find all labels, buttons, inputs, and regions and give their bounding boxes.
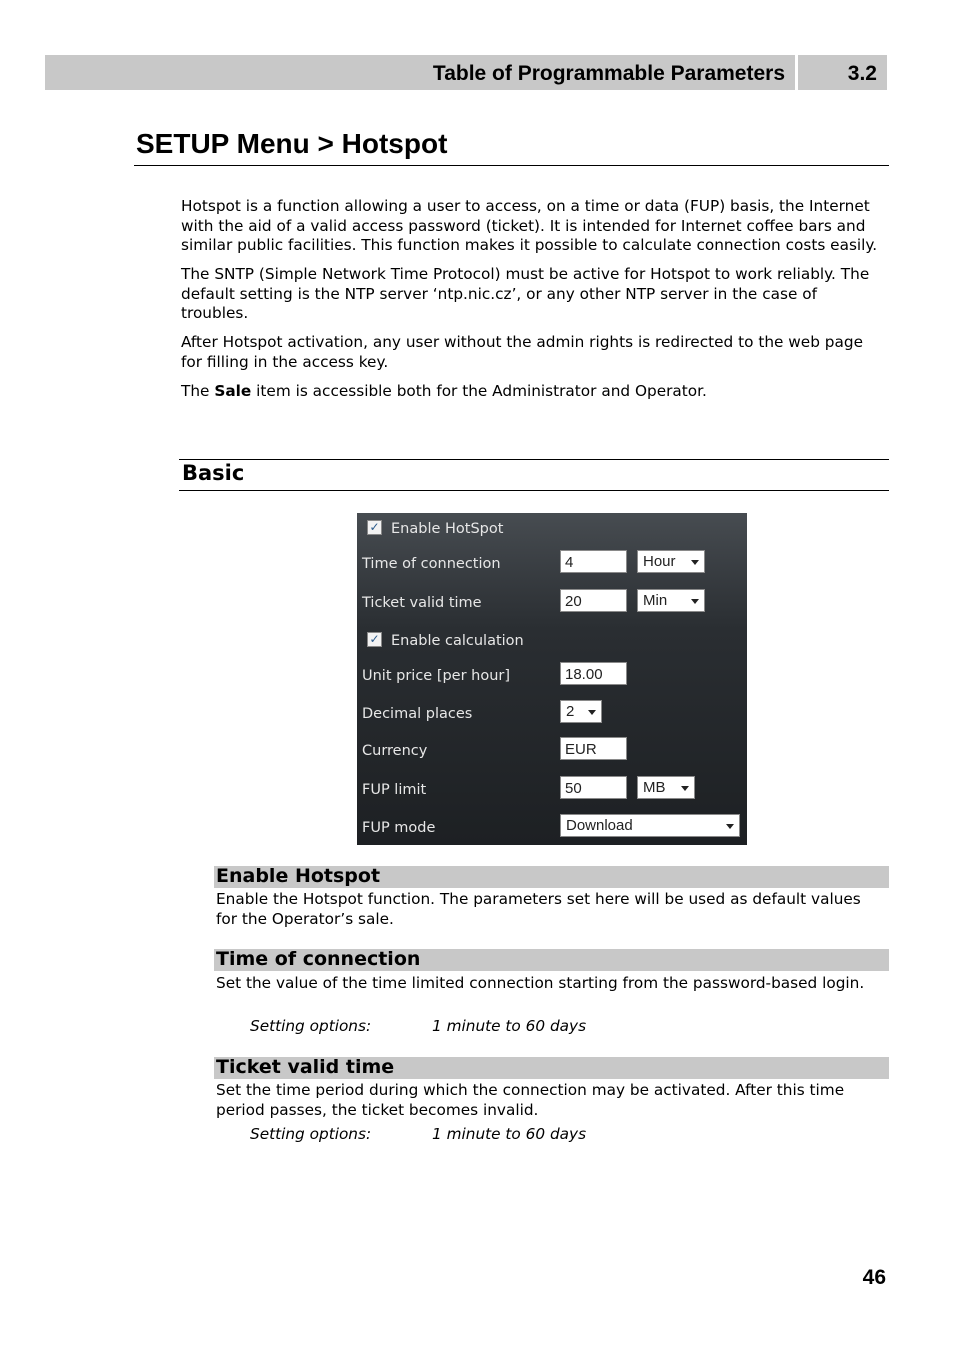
fup-limit-unit-value: MB bbox=[643, 779, 666, 796]
page-title: SETUP Menu > Hotspot bbox=[136, 128, 448, 159]
time-of-connection-options-value: 1 minute to 60 days bbox=[432, 1017, 587, 1035]
fup-limit-label: FUP limit bbox=[362, 782, 427, 798]
fup-limit-row bbox=[357, 776, 747, 806]
time-of-connection-row bbox=[357, 550, 747, 580]
fup-mode-value: Download bbox=[566, 817, 633, 834]
enable-calculation-label: Enable calculation bbox=[391, 633, 524, 649]
intro-paragraph-2: The SNTP (Simple Network Time Protocol) must be active for Hotspot to work reliably. The default setting is the NTP server ‘ntp.nic.cz’, or any other NTP server in the case of troubles. bbox=[181, 265, 870, 322]
time-of-connection-heading: Time of connection bbox=[216, 948, 421, 970]
chapter-title: Table of Programmable Parameters bbox=[432, 62, 785, 85]
enable-hotspot-description: Enable the Hotspot function. The parameters set here will be used as default values for the Operator’s sale. bbox=[216, 890, 861, 928]
enable-hotspot-label: Enable HotSpot bbox=[391, 521, 504, 537]
fup-mode-row bbox=[357, 814, 747, 844]
ticket-valid-time-options-label: Setting options: bbox=[250, 1125, 372, 1143]
intro-paragraph-1: Hotspot is a function allowing a user to access, on a time or data (FUP) basis, the Internet with the aid of a valid access password (ticket). It is intended for Internet coffee bars and similar public facilities. This function makes it possible to calculate connection costs easily. bbox=[181, 197, 878, 254]
intro-p4-before: The bbox=[181, 381, 215, 400]
page-number: 46 bbox=[862, 1266, 886, 1289]
intro-paragraph-3: After Hotspot activation, any user without the admin rights is redirected to the web page for filling in the access key. bbox=[181, 333, 863, 371]
decimal-places-value: 2 bbox=[566, 703, 575, 720]
title-divider bbox=[134, 165, 889, 166]
ticket-valid-time-input[interactable]: 20 bbox=[560, 589, 627, 612]
currency-input[interactable]: EUR bbox=[560, 737, 627, 760]
enable-hotspot-row bbox=[357, 516, 747, 546]
fup-mode-select[interactable] bbox=[560, 814, 740, 837]
currency-label: Currency bbox=[362, 743, 428, 759]
chapter-number-box bbox=[798, 55, 887, 90]
chevron-down-icon bbox=[681, 786, 689, 791]
ticket-valid-time-row bbox=[357, 589, 747, 619]
time-of-connection-description: Set the value of the time limited connection starting from the password-based login. bbox=[216, 974, 865, 992]
fup-mode-label: FUP mode bbox=[362, 820, 436, 836]
decimal-places-select[interactable] bbox=[560, 700, 602, 723]
time-of-connection-options-label: Setting options: bbox=[250, 1017, 372, 1035]
chevron-down-icon bbox=[691, 599, 699, 604]
currency-row bbox=[357, 737, 747, 767]
ticket-valid-time-options-value: 1 minute to 60 days bbox=[432, 1125, 587, 1143]
chapter-number: 3.2 bbox=[847, 62, 877, 85]
time-of-connection-heading-bar bbox=[214, 949, 889, 971]
basic-heading: Basic bbox=[182, 461, 245, 485]
enable-calculation-row bbox=[357, 628, 747, 658]
time-of-connection-unit-select[interactable] bbox=[637, 550, 705, 573]
fup-limit-input[interactable]: 50 bbox=[560, 776, 627, 799]
enable-hotspot-heading: Enable Hotspot bbox=[216, 865, 381, 887]
chevron-down-icon bbox=[588, 710, 596, 715]
ticket-valid-time-unit-select[interactable] bbox=[637, 589, 705, 612]
basic-top-rule bbox=[179, 459, 889, 460]
chapter-header-bar bbox=[45, 55, 795, 90]
ticket-valid-time-description: Set the time period during which the connection may be activated. After this time period passes, the ticket becomes invalid. bbox=[216, 1081, 845, 1119]
chevron-down-icon bbox=[691, 560, 699, 565]
unit-price-label: Unit price [per hour] bbox=[362, 668, 511, 684]
enable-hotspot-heading-bar bbox=[214, 866, 889, 888]
ticket-valid-time-heading: Ticket valid time bbox=[216, 1056, 395, 1078]
fup-limit-unit-select[interactable] bbox=[637, 776, 695, 799]
ticket-valid-time-label: Ticket valid time bbox=[362, 595, 482, 611]
enable-calculation-checkbox[interactable]: ✓ bbox=[367, 632, 382, 647]
time-of-connection-unit-value: Hour bbox=[643, 553, 676, 570]
time-of-connection-input[interactable]: 4 bbox=[560, 550, 627, 573]
intro-p4-after: item is accessible both for the Administrator and Operator. bbox=[251, 381, 707, 400]
enable-hotspot-checkbox[interactable]: ✓ bbox=[367, 520, 382, 535]
unit-price-row bbox=[357, 662, 747, 692]
intro-text bbox=[181, 197, 886, 411]
chevron-down-icon bbox=[726, 824, 734, 829]
unit-price-input[interactable]: 18.00 bbox=[560, 662, 627, 685]
hotspot-settings-panel bbox=[357, 513, 747, 845]
sale-keyword: Sale bbox=[214, 381, 252, 400]
decimal-places-label: Decimal places bbox=[362, 706, 473, 722]
time-of-connection-label: Time of connection bbox=[362, 556, 501, 572]
decimal-places-row bbox=[357, 700, 747, 730]
ticket-valid-time-heading-bar bbox=[214, 1057, 889, 1079]
basic-bottom-rule bbox=[179, 490, 889, 491]
intro-paragraph-4 bbox=[181, 382, 886, 402]
ticket-valid-time-unit-value: Min bbox=[643, 592, 668, 609]
